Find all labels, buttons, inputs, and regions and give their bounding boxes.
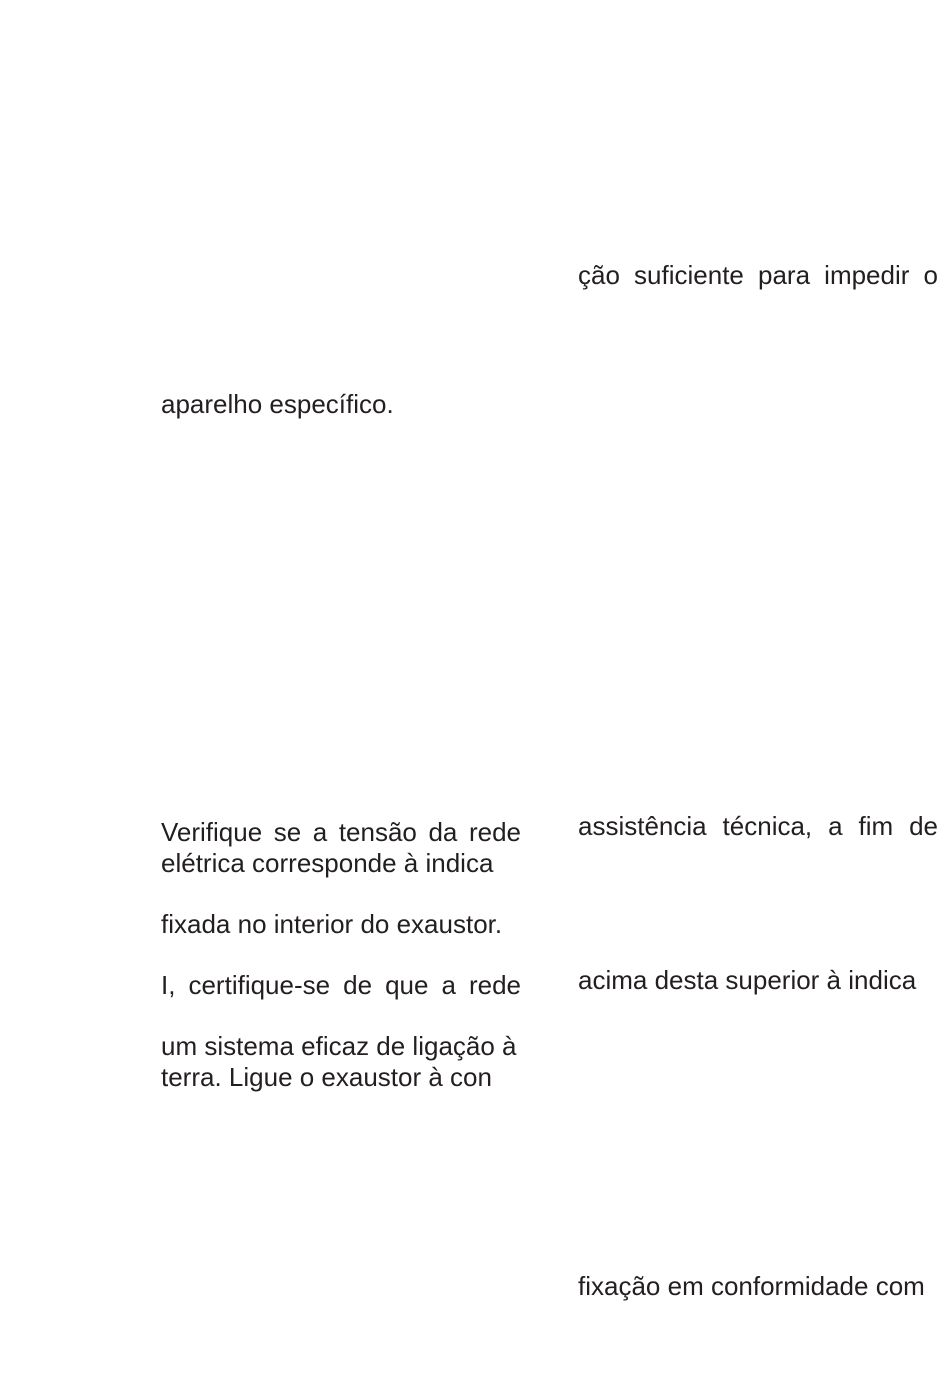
left-text-line-3: elétrica corresponde à indica	[161, 848, 494, 878]
left-text-line-6: um sistema eficaz de ligação à	[161, 1031, 517, 1061]
left-text-line-1: aparelho específico.	[161, 389, 394, 419]
right-text-line-1: ção suficiente para impedir o	[578, 260, 938, 290]
left-text-line-5: I, certifique-se de que a rede	[161, 970, 521, 1000]
right-text-line-4: fixação em conformidade com	[578, 1271, 925, 1301]
left-text-line-7: terra. Ligue o exaustor à con	[161, 1062, 492, 1092]
left-text-line-2: Verifique se a tensão da rede	[161, 817, 521, 847]
left-text-line-4: fixada no interior do exaustor.	[161, 909, 503, 939]
right-text-line-3: acima desta superior à indica	[578, 965, 917, 995]
right-text-line-2: assistência técnica, a fim de	[578, 811, 938, 841]
